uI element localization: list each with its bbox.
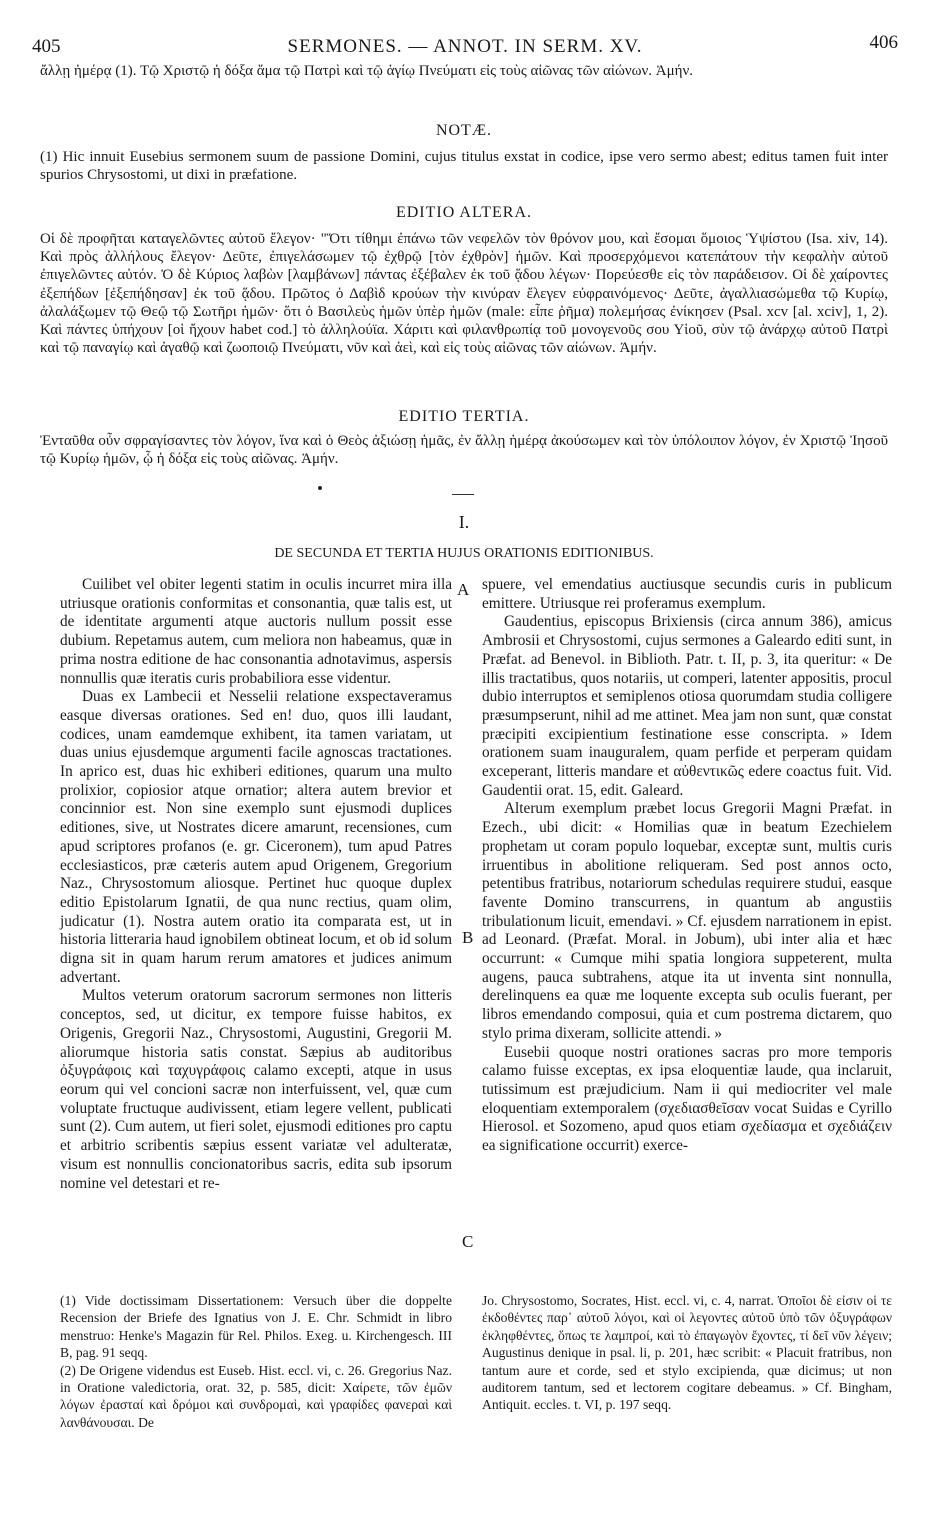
left-column — [60, 576, 452, 1193]
separator-rule — [452, 494, 474, 495]
margin-letter-c: C — [462, 1232, 474, 1251]
footnote-2: (2) De Origene videndus est Euseb. Hist. eccl. vi, c. 26. Gregorius Naz. in Oratione valedictoria, orat. 32, p. 585, dicit: Χαίρετε, τῶν ἐμῶν λόγων ἐρασταί καὶ δρόμοι καὶ συνδρομαὶ, καὶ γραφίδες φανεραὶ καὶ λανθάνουσαι. De — [60, 1362, 452, 1430]
editio-tertia-title: EDITIO TERTIA. — [398, 408, 530, 425]
margin-letter-b: B — [462, 928, 474, 947]
running-title: SERMONES. — ANNOT. IN SERM. XV. — [287, 36, 643, 57]
left-paragraph-3: Multos veterum oratorum sacrorum sermones non litteris conceptos, sed, ut dicitur, ex tempore fuisse habitos, ex Origenis, Gregorii Naz., Chrysostomi, Augustini, Gregorii M. aliorumque historia satis constat. Sæpius ab auditoribus ὀξυγράφοις καὶ ταχυγράφοις calamo excepti, atque in usus eorum qui vel concioni sacræ non interfuissent, vel, quæ cum voluptate fructuque audivissent, etiam legere vellent, publicati sunt (2). Cum autem, ut fieri solet, ejusmodi editiones pro captu et arbitrio scribentis sæpius essent variatæ vel adulteratæ, visum est nonnullis concionatoribus sacris, edita sub ipsorum nomine vel detestari et re- — [60, 987, 452, 1192]
footnotes-left — [60, 1292, 452, 1431]
editio-altera-text: Οἱ δὲ προφῆται καταγελῶντες αὐτοῦ ἔλεγον· "Ὅτι τίθημι ἐπάνω τῶν νεφελῶν τὸν θρόνον μου, καὶ ἔσομαι ὅμοιος Ὑψίστου (Isa. xiv, 14). Καὶ πρὸς ἀλλήλους ἔλεγον· Δεῦτε, ἐπιγελάσωμεν τῷ ἐχθρῷ [τὸν ἐχθρὸν] ἡμῶν. Καὶ προσερχόμενοι κατεπάτουν τὴν κεφαλὴν αὐτοῦ ἐπιγελῶντες αὐτόν. Ὁ δὲ Κύριος λαβὼν [λαμβάνων] πάντας ἐξέβαλεν ἐκ τοῦ ᾅδου λέγων· Πορεύεσθε εἰς τὸν παράδεισον. Οἱ δὲ χαίροντες ἐξεπήδων [ἐξεπήδησαν] ἐκ τοῦ ᾅδου. Πρῶτος ὁ Δαβὶδ κρούων τὴν κινύραν ἔλεγεν εὐφραινόμενος· Δεῦτε, ἀγαλλιασώμεθα τῷ Κυρίῳ, ἀλαλάξωμεν τῷ Θεῷ τῷ Σωτῆρι ἡμῶν· ὅτι ὁ Βασιλεὺς ἡμῶν ὑπὲρ ἡμῶν (male: εἶπε ῥῆμα) πολεμήσας ἐνίκησεν (Psal. xcv [al. xciv], 1, 2). Καὶ πάντες ὑπήχουν [οἱ ἤχουν habet cod.] τὸ ἀλληλούϊα. Χάριτι καὶ φιλανθρωπίᾳ τοῦ μονογενοῦς σου Υἱοῦ, σὺν τῷ ἀνάρχῳ αὐτοῦ Πατρὶ καὶ τῷ παναγίῳ καὶ ἀγαθῷ καὶ ζωοποιῷ Πνεύματι, νῦν καὶ ἀεὶ, καὶ εἰς τοὺς αἰῶνας τῶν αἰώνων. Ἀμήν. — [40, 231, 888, 357]
left-paragraph-1: Cuilibet vel obiter legenti statim in oculis incurret mira illa utriusque orationis conformitas et consonantia, quæ talis est, ut de identitate argumenti atque auctoris nullum possit esse dubium. Repetamus autem, cum meliora non habeamus, quæ in prima nostra editione de hac consonantia adnotavimus, aspersis nonnullis quæ iteratis curis probabiliora esse videntur. — [60, 576, 452, 687]
editio-tertia-text: Ἐνταῦθα οὖν σφραγίσαντες τὸν λόγον, ἵνα καὶ ὁ Θεὸς ἀξιώσῃ ἡμᾶς, ἐν ἄλλῃ ἡμέρᾳ ἀκούσωμεν καὶ τὸν ὑπόλοιπον λόγον, ἐν Χριστῷ Ἰησοῦ τῷ Κυρίῳ ἡμῶν, ᾧ ἡ δόξα εἰς τοὺς αἰῶνας. Ἀμήν. — [40, 433, 888, 468]
right-paragraph-4: Eusebii quoque nostri orationes sacras pro more temporis calamo fuisse exceptas, ex ipsa eloquentiæ laude, qua inclaruit, tutissimum est præjudicium. Nam ii qui mediocriter vel male eloquentiam extemporalem (σχεδιασθεῖσαν vocat Suidas e Cyrillo Hierosol. et Sozomeno, apud quos etiam σχεδίασμα et σχεδιάζειν ea significatione occurrit) exerce- — [482, 1043, 892, 1155]
running-header — [32, 32, 898, 60]
footnote-1: (1) Vide doctissimam Dissertationem: Versuch über die doppelte Recension der Briefe des Ignatius von J. E. Chr. Schmidt in libro menstruo: Henke's Magazin für Rel. Philos. Exeg. u. Kirchengesch. III B, pag. 91 seqq. — [60, 1293, 452, 1361]
footnotes-right — [482, 1292, 892, 1414]
section-title: DE SECUNDA ET TERTIA HUJUS ORATIONIS EDITIONIBUS. — [274, 546, 654, 561]
right-paragraph-1: spuere, vel emendatius auctiusque secundis curis in publicum emittere. Utriusque rei proferamus exemplum. — [482, 576, 892, 612]
editio-altera-title: EDITIO ALTERA. — [395, 204, 533, 221]
footnote-2-continued: Jo. Chrysostomo, Socrates, Hist. eccl. vi, c. 4, narrat. Ὁποῖοι δὲ εἰσιν οἱ τε ἐκδοθέντες παρ᾽ αὐτοῦ λόγοι, καὶ οἱ λεγοντες αὐτοῦ ὑπὸ τῶν ὀξυγράφων ἐκληφθέντες, ὅπως τε λαμπροί, καὶ τὸ ἐπαγωγὸν ἔχοντες, τί δεῖ νῦν λέγειν; Augustinus denique in psal. li, p. 201, hæc scribit: « Placuit fratribus, non tantum aure et corde, sed et stylo excipienda, quæ dicimus; ut non auditorem tantum, sed et lectorem cogitare debeamus. » Cf. Bingham, Antiquit. eccles. t. VI, p. 197 seqq. — [482, 1293, 892, 1413]
right-column — [482, 576, 892, 1156]
left-paragraph-2: Duas ex Lambecii et Nesselii relatione exspectaveramus easque diversas orationes. Sed en! duo, quos illi laudant, codices, unam eamdemque exhibent, ita tamen variatam, ut duas unius ejusdemque argumenti facile agnoscas tractationes. In aprico est, duas hic exhiberi editiones, quarum una multo prolixior, copiosior atque ornatior; altera autem brevior et concinnior est. Non sine exemplo sunt ejusmodi duplices editiones, sive, ut Nostrates dicere amarunt, recensiones, cum apud scriptores profanos (e. gr. Ciceronem), tum apud Patres ecclesiasticos, præ cæteris autem apud Origenem, Gregorium Naz., Chrysostomum aliosque. Pertinet huc quoque duplex editio Epistolarum Ignatii, de qua nunc rectius, quam olim, judicatur (1). Nostra autem oratio ita comparata est, ut in historia litteraria haud ignobilem obtineat locum, et ob id solum digna sit in quam harum rerum amatores et judices animum advertant. — [60, 688, 452, 986]
notae-title: NOTÆ. — [435, 122, 493, 139]
greek-closing-line: ἄλλῃ ἡμέρᾳ (1). Τῷ Χριστῷ ἡ δόξα ἅμα τῷ Πατρὶ καὶ τῷ ἁγίῳ Πνεύματι εἰς τοὺς αἰῶνας τῶν αἰώνων. Ἀμήν. — [40, 63, 694, 79]
ornament-dot — [318, 486, 322, 490]
note-1: (1) Hic innuit Eusebius sermonem suum de passione Domini, cujus titulus exstat in codice, ipse vero sermo abest; editus tamen fuit inter spurios Chrysostomi, ut dixi in præfatione. — [40, 149, 888, 184]
right-page-number: 406 — [869, 32, 898, 53]
right-paragraph-2: Gaudentius, episcopus Brixiensis (circa annum 386), amicus Ambrosii et Chrysostomi, cujus sermones a Galeardo editi sunt, in Præfat. ad Benevol. in Biblioth. Patr. t. II, p. 3, ita queritur: « De illis tractatibus, quos notariis, ut comperi, latenter appositis, procul dubio interruptos et semiplenos otiosa quorumdam studia colligere præsumpserunt, nihil ad me attinet. Mea jam non sunt, quæ constat præcipiti excipientium festinatione esse conscripta. » Idem orationem suam inauguralem, quam perfide et perperam quidam exceperant, litteris mandare et αὐθεντικῶς edere coactus fuit. Vid. Gaudentii orat. 15, edit. Galeard. — [482, 613, 892, 799]
margin-letter-a: A — [457, 580, 470, 599]
section-numeral: I. — [458, 512, 470, 532]
right-paragraph-3: Alterum exemplum præbet locus Gregorii Magni Præfat. in Ezech., ubi dicit: « Homilias quæ in beatum Ezechielem prophetam ut coram populo loquebar, exceptæ sunt, multis curis irruentibus in abolitione reliqueram. Sed post annos octo, petentibus fratribus, notariorum schedulas requirere studui, easque favente Domino transcurrens, in quantum ab angustiis tribulationum licuit, emendavi. » Cf. ejusdem narrationem in epist. ad Leonard. (Præfat. Moral. in Jobum), ubi inter alia et hæc occurrunt: « Cumque mihi spatia longiora suppeterent, multa augens, pauca subtrahens, atque ita ut inventa sint nonnulla, derelinquens ea quæ me loquente excepta sub oculis fuerant, per libros emendando composui, quia et cum postrema dictarem, quo stylo prima dixeram, sollicite attendi. » — [482, 800, 892, 1042]
left-page-number: 405 — [32, 36, 61, 57]
